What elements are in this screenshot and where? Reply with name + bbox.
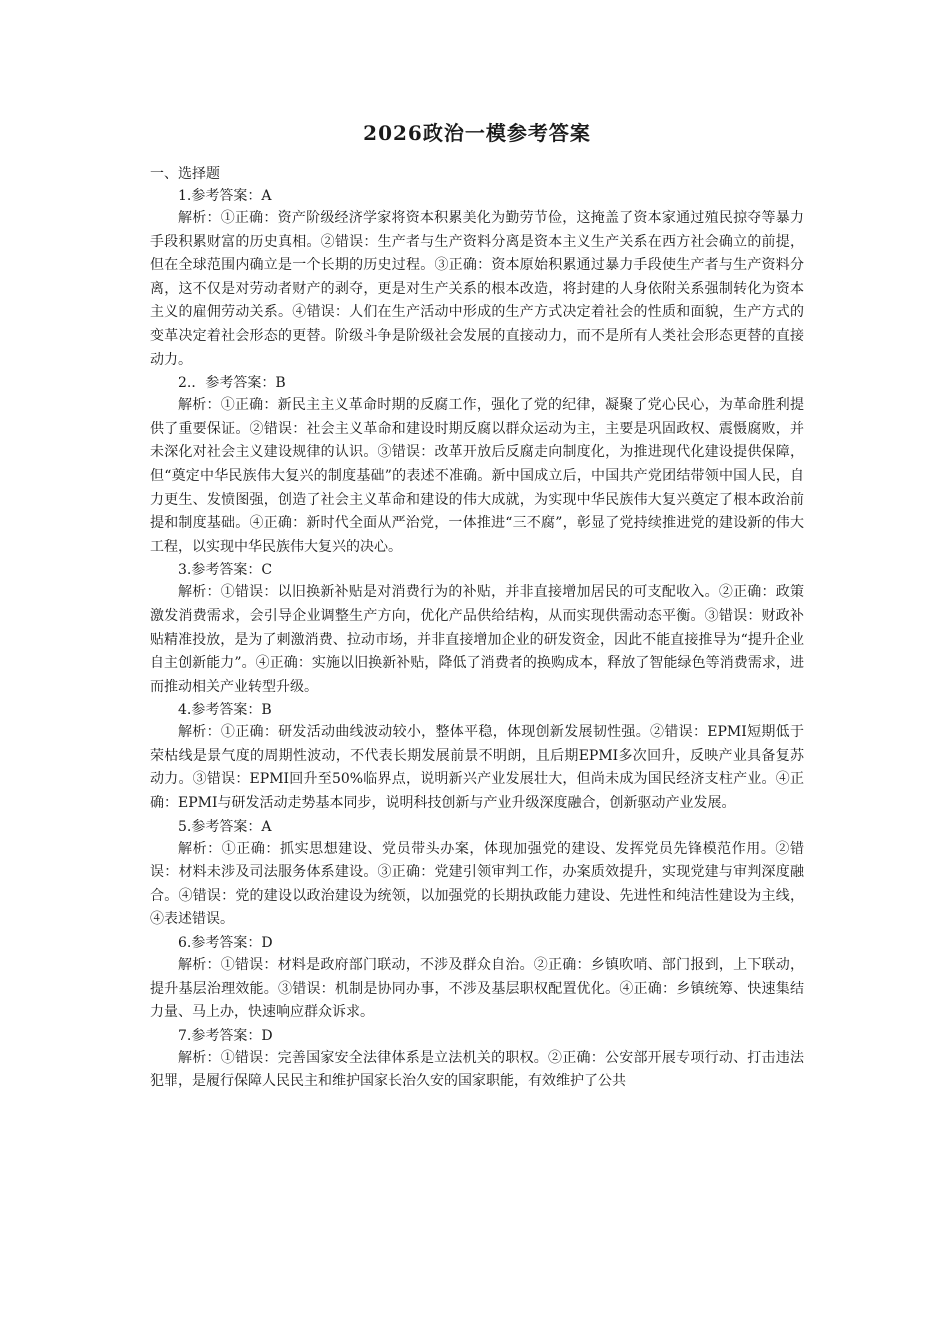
explanation-text: 解析：①错误：完善国家安全法律体系是立法机关的职权。②正确：公安部开展专项行动、打击违法犯罪，是履行保障人民民主和维护国家长治久安的国家职能，有效维护了公共: [150, 1049, 804, 1090]
answer-line: 6.参考答案：D: [178, 935, 273, 952]
explanation-text: 解析：①错误：材料是政府部门联动，不涉及群众自治。②正确：乡镇吹哨、部门报到，上下联动，提升基层治理效能。③错误：机制是协同办事，不涉及基层职权配置优化。④正确：乡镇统筹、快速集结力量、马上办，快速响应群众诉求。: [150, 957, 804, 1021]
explanation-text: 解析：①正确：新民主主义革命时期的反腐工作，强化了党的纪律，凝聚了党心民心，为革命胜利提供了重要保证。②错误：社会主义革命和建设时期反腐以群众运动为主，主要是巩固政权、震慑腐败，并未深化对社会主义建设规律的认识。③错误：改革开放后反腐走向制度化，为推进现代化建设提供保障，但“奠定中华民族伟大复兴的制度基础”的表述不准确。新中国成立后，中国共产党团结带领中国人民，自力更生、发愤图强，创造了社会主义革命和建设的伟大成就，为实现中华民族伟大复兴奠定了根本政治前提和制度基础。④正确：新时代全面从严治党，一体推进“三不腐”，彰显了党持续推进党的建设新的伟大工程，以实现中华民族伟大复兴的决心。: [150, 397, 804, 555]
answer-line: 4.参考答案：B: [178, 702, 272, 719]
question-7: [150, 1025, 804, 1094]
explanation-text: 解析：①正确：资产阶级经济学家将资本积累美化为勤劳节俭，这掩盖了资本家通过殖民掠夺等暴力手段积累财富的历史真相。②错误：生产者与生产资料分离是资本主义生产关系在西方社会确立的前提，但在全球范围内确立是一个长期的历史过程。③正确：资本原始积累通过暴力手段使生产者与生产资料分离，这不仅是对劳动者财产的剥夺，更是对生产关系的根本改造，将封建的人身依附关系强制转化为资本主义的雇佣劳动关系。④错误：人们在生产活动中形成的生产方式决定着社会的性质和面貌，生产方式的变革决定着社会形态的更替。阶级斗争是阶级社会发展的直接动力，而不是所有人类社会形态更替的直接动力。: [150, 210, 804, 368]
answer-line: 2.．参考答案：B: [178, 375, 286, 392]
question-1: [150, 185, 804, 372]
explanation-text: 解析：①正确：抓实思想建设、党员带头办案，体现加强党的建设、发挥党员先锋模范作用。②错误：材料未涉及司法服务体系建设。③正确：党建引领审判工作，办案质效提升，实现党建与审判深度融合。④错误：党的建设以政治建设为统领，以加强党的长期执政能力建设、先进性和纯洁性建设为主线，④表述错误。: [150, 840, 804, 928]
page-title: 2026政治一模参考答案: [363, 121, 591, 145]
question-6: [150, 932, 804, 1025]
question-2: [150, 372, 804, 559]
answer-line: 3.参考答案：C: [178, 562, 273, 579]
section-heading: 一、选择题: [150, 166, 220, 182]
explanation-text: 解析：①正确：研发活动曲线波动较小，整体平稳，体现创新发展韧性强。②错误：EPMI短期低于荣枯线是景气度的周期性波动，不代表长期发展前景不明朗，且后期EPMI多次回升，反映产业具备复苏动力。③错误：EPMI回升至50%临界点，说明新兴产业发展壮大，但尚未成为国民经济支柱产业。④正确：EPMI与研发活动走势基本同步，说明科技创新与产业升级深度融合，创新驱动产业发展。: [150, 724, 804, 812]
explanation-text: 解析：①错误：以旧换新补贴是对消费行为的补贴，并非直接增加居民的可支配收入。②正确：政策激发消费需求，会引导企业调整生产方向，优化产品供给结构，从而实现供需动态平衡。③错误：财政补贴精准投放，是为了刺激消费、拉动市场，并非直接增加企业的研发资金，因此不能直接推导为“提升企业自主创新能力”。④正确：实施以旧换新补贴，降低了消费者的换购成本，释放了智能绿色等消费需求，进而推动相关产业转型升级。: [150, 584, 804, 695]
question-5: [150, 816, 804, 932]
answer-document: [150, 118, 804, 1094]
answer-line: 1.参考答案：A: [178, 188, 272, 204]
answer-line: 5.参考答案：A: [178, 818, 272, 835]
question-3: [150, 559, 804, 699]
question-4: [150, 699, 804, 815]
answer-line: 7.参考答案：D: [178, 1027, 273, 1044]
